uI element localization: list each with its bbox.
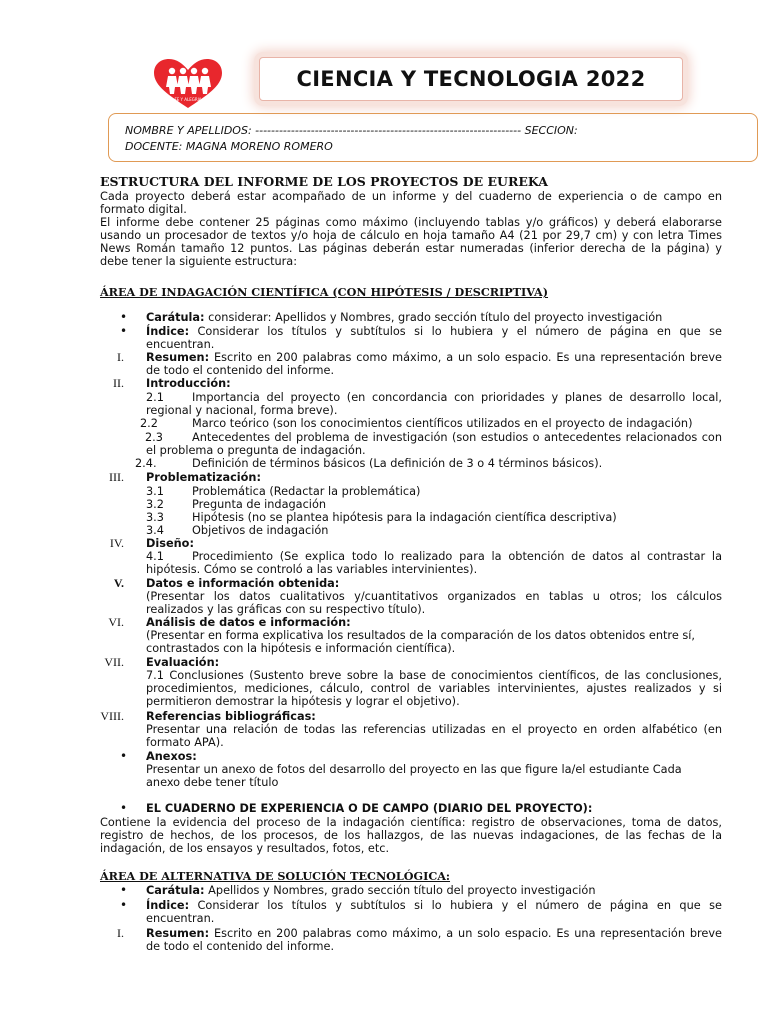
indice-label: Índice: — [146, 325, 190, 338]
analisis-label: Análisis de datos e información: — [146, 616, 351, 629]
intro-line: formato digital. — [100, 203, 187, 216]
indice-text-cont: encuentran. — [146, 912, 215, 925]
subsection-text: Importancia del proyecto (en concordancia con prioridades y planes de desarrollo local, — [192, 391, 722, 404]
caratula-text: Apellidos y Nombres, grado sección título del proyecto investigación — [204, 884, 596, 897]
cuaderno-line: indagación, de los ensayos y resultados, fotos, etc. — [100, 842, 390, 855]
indice-item — [146, 899, 722, 912]
evaluacion-label: Evaluación: — [146, 656, 220, 669]
title-box — [259, 57, 683, 101]
roman-numeral: IV. — [109, 536, 124, 550]
indice-text: Considerar los títulos y subtítulos si lo hubiera y el número de página en que se — [189, 899, 722, 912]
diseno-label: Diseño: — [146, 537, 194, 550]
subsection-text: Definición de términos básicos (La definición de 3 o 4 términos básicos). — [192, 457, 603, 470]
cuaderno-heading: EL CUADERNO DE EXPERIENCIA O DE CAMPO (DIARIO DEL PROYECTO): — [146, 802, 593, 815]
caratula-item — [146, 884, 596, 897]
roman-numeral: I. — [117, 350, 124, 364]
caratula-text: considerar: Apellidos y Nombres, grado sección título del proyecto investigación — [204, 311, 663, 324]
subsection-text: Marco teórico (son los conocimientos científicos utilizados en el proyecto de indagación) — [192, 417, 693, 430]
subsection-number: 2.3 — [145, 431, 163, 444]
subsection-text-cont: regional y nacional, forma breve). — [146, 404, 338, 417]
indice-text-cont: encuentran. — [146, 338, 215, 351]
roman-numeral: V. — [113, 576, 124, 590]
intro-line: El informe debe contener 25 páginas como máximo (incluyendo tablas y/o gráficos) y deberá elaborarse — [100, 216, 722, 229]
resumen-item — [146, 927, 722, 940]
subsection-number: 2.2 — [140, 417, 158, 430]
analisis-text: (Presentar en forma explicativa los resultados de la comparación de los datos obtenidos entre sí, — [146, 629, 695, 642]
school-logo — [150, 58, 226, 110]
evaluacion-text: procedimientos, mediciones, cálculo, control de variables intervinientes, ajustes realizados y si — [146, 682, 722, 695]
subsection-number: 2.4. — [135, 457, 157, 470]
datos-text: (Presentar los datos cualitativos y/cuantitativos organizados en tablas u otros; los cálculos — [146, 590, 722, 603]
subsection-text: Procedimiento (Se explica todo lo realizado para la obtención de datos al contrastar la — [192, 550, 722, 563]
roman-numeral: VII. — [104, 655, 124, 669]
resumen-item — [146, 351, 722, 364]
indice-label: Índice: — [146, 899, 190, 912]
subsection-text-cont: hipótesis. Cómo se controló a las variables intervinientes). — [146, 563, 478, 576]
subsection-text: Objetivos de indagación — [192, 524, 329, 537]
resumen-text: Escrito en 200 palabras como máximo, a un solo espacio. Es una representación breve — [209, 927, 722, 940]
roman-numeral: I. — [117, 926, 124, 940]
roman-numeral: III. — [109, 470, 124, 484]
bullet-icon: • — [120, 898, 128, 912]
resumen-text-cont: de todo el contenido del informe. — [146, 364, 335, 377]
problematizacion-label: Problematización: — [146, 471, 261, 484]
caratula-label: Carátula: — [146, 311, 205, 324]
student-name-line: NOMBRE Y APELLIDOS: ------------------------------------------------------------------- SECCION: — [125, 124, 578, 137]
student-info-box — [108, 113, 758, 162]
referencias-text: Presentar una relación de todas las referencias utilizadas en el proyecto en orden alfabético (en — [146, 723, 722, 736]
subsection-number: 4.1 — [146, 550, 164, 563]
subsection-text: Problemática (Redactar la problemática) — [192, 485, 421, 498]
introduccion-label: Introducción: — [146, 377, 231, 390]
indice-text: Considerar los títulos y subtítulos si lo hubiera y el número de página en que se — [189, 325, 722, 338]
intro-line: News Román tamaño 12 puntos. Las páginas deberán estar numeradas (inferior derecha de la página) y — [100, 242, 722, 255]
anexos-text-cont: anexo debe tener título — [146, 776, 279, 789]
referencias-text-cont: formato APA). — [146, 736, 224, 749]
analisis-text-cont: contrastados con la hipótesis e información científica). — [146, 642, 456, 655]
caratula-label: Carátula: — [146, 884, 205, 897]
indice-item — [146, 325, 722, 338]
cuaderno-line: registro de hechos, de los procesos, de los hallazgos, de las nuevas indagaciones, de las fechas de la — [100, 829, 722, 842]
resumen-text-cont: de todo el contenido del informe. — [146, 940, 335, 953]
subsection-text-cont: el problema o pregunta de indagación. — [146, 444, 366, 457]
intro-line: usando un procesador de textos y/o hoja de cálculo en hoja tamaño A4 (21 por 29,7 cm) y con letra Times — [100, 229, 722, 242]
subsection-text: Antecedentes del problema de investigación (son estudios o antecedentes relacionados con — [192, 431, 722, 444]
datos-text-cont: realizados y las gráficas con su respectivo título). — [146, 603, 426, 616]
bullet-icon: • — [120, 749, 128, 763]
roman-numeral: VI. — [108, 615, 124, 629]
bullet-icon: • — [120, 324, 128, 338]
subsection-number: 2.1 — [146, 391, 164, 404]
evaluacion-text: 7.1 Conclusiones (Sustento breve sobre la base de conocimientos científicos, de las conclusiones, — [146, 669, 722, 682]
section-heading-indagacion: ÁREA DE INDAGACIÓN CIENTÍFICA (CON HIPÓTESIS / DESCRIPTIVA) — [100, 285, 549, 299]
resumen-label: Resumen: — [146, 351, 210, 364]
logo-text: FE Y ALEGRIA — [174, 97, 202, 102]
subsection-number: 3.4 — [146, 524, 164, 537]
referencias-label: Referencias bibliográficas: — [146, 710, 316, 723]
subsection-number: 3.2 — [146, 498, 164, 511]
anexos-text: Presentar un anexo de fotos del desarrollo del proyecto en las que figure la/el estudiante Cada — [146, 763, 682, 776]
subsection-text: Hipótesis (no se plantea hipótesis para la indagación científica descriptiva) — [192, 511, 617, 524]
anexos-label: Anexos: — [146, 750, 197, 763]
resumen-label: Resumen: — [146, 927, 210, 940]
bullet-icon: • — [120, 310, 128, 324]
evaluacion-text-cont: permitieron demostrar la hipótesis y lograr el objetivo). — [146, 695, 460, 708]
intro-line: debe tener la siguiente estructura: — [100, 255, 298, 268]
bullet-icon: • — [120, 883, 128, 897]
subsection-number: 3.1 — [146, 485, 164, 498]
intro-line: Cada proyecto deberá estar acompañado de un informe y del cuaderno de experiencia o de campo en — [100, 190, 722, 203]
structure-heading: ESTRUCTURA DEL INFORME DE LOS PROYECTOS DE EUREKA — [100, 174, 548, 189]
teacher-line: DOCENTE: MAGNA MORENO ROMERO — [125, 140, 333, 153]
subsection-text: Pregunta de indagación — [192, 498, 327, 511]
resumen-text: Escrito en 200 palabras como máximo, a un solo espacio. Es una representación breve — [209, 351, 722, 364]
datos-label: Datos e información obtenida: — [146, 577, 340, 590]
section-heading-tecnologica: ÁREA DE ALTERNATIVA DE SOLUCIÓN TECNOLÓGICA: — [100, 869, 451, 883]
cuaderno-line: Contiene la evidencia del proceso de la indagación científica: registro de observaciones, toma de datos, — [100, 816, 722, 829]
roman-numeral: VIII. — [100, 709, 124, 723]
bullet-icon: • — [120, 801, 128, 815]
caratula-item — [146, 311, 662, 324]
subsection-number: 3.3 — [146, 511, 164, 524]
roman-numeral: II. — [113, 376, 124, 390]
page-title: CIENCIA Y TECNOLOGIA 2022 — [296, 67, 646, 91]
heart-logo-icon — [150, 58, 226, 110]
